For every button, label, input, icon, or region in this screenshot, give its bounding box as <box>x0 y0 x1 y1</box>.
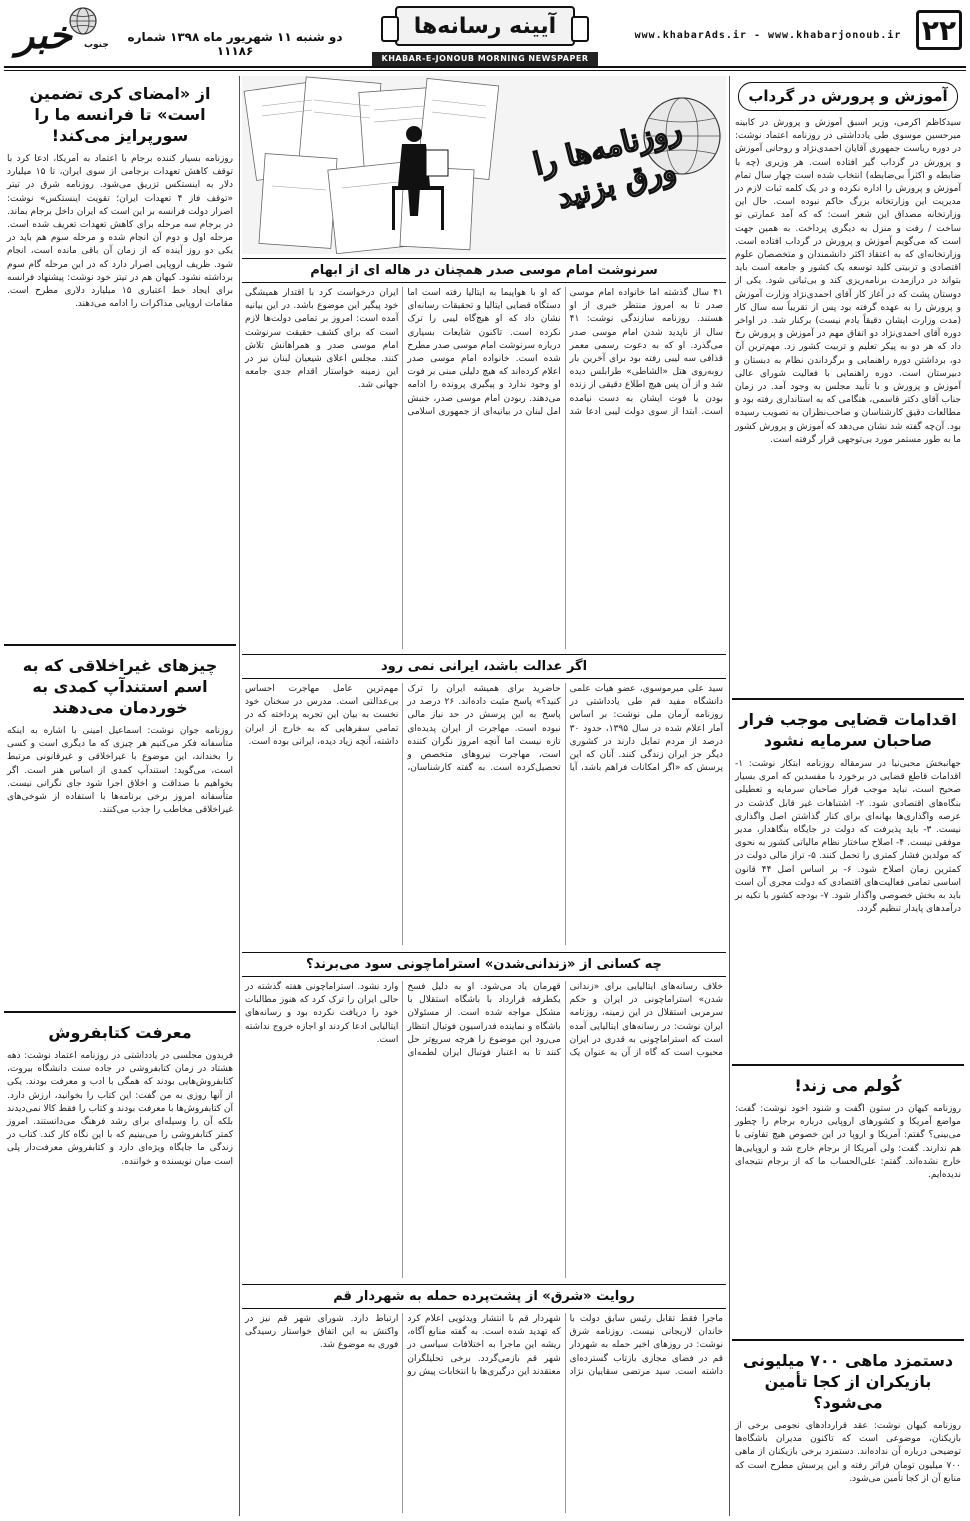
article-musa-sadr <box>242 258 726 653</box>
masthead <box>0 0 970 68</box>
article-stramaccioni <box>242 952 726 1282</box>
article-title[interactable]: اقدامات قضایی موجب فرار صاحبان سرمایه نشود <box>739 710 957 750</box>
article-title[interactable]: سرنوشت امام موسی صدر همچنان در هاله ای از ابهام <box>242 258 726 283</box>
article-body: ۴۱ سال گذشته اما خانواده امام موسی صدر تا به امروز منتظر خبری از او هستند. روزنامه سازندگی نوشت: ۴۱ سال از ناپدید شدن امام موسی صدر می‌گذرد. او که به دعوت رسمی معمر قذافی سه لیبی رفته بود برای آخرین بار روبه‌روی هتل «الشاطی» طرابلس دیده شد و از آن پس هیچ اطلاع دقیقی از زنده بودن یا فوت ایشان به دست نیامده است. ابتدا از سوی دولت لیبی ادعا شد که او با هواپیما به ایتالیا رفته است اما دستگاه قضایی ایتالیا و تحقیقات رسانه‌ای نشان داد که او هیچ‌گاه لیبی را ترک نکرده است. تاکنون شایعات بسیاری درباره سرنوشت امام موسی صدر مطرح شده است. خانواده امام موسی صدر اعلام کرده‌اند که هیچ دلیلی مبنی بر فوت او وجود ندارد و پیگیری پرونده را ادامه می‌دهند. ربودن امام موسی صدر، جنبش امل لبنان در بیانیه‌ای از جمهوری اسلامی ایران درخواست کرد با اقتدار همیشگی خود پیگیر این موضوع باشد. در این بیانیه آمده است: امروز بر تمامی دولت‌ها لازم است که برای کشف حقیقت سرنوشت امام موسی صدر و همراهانش تلاش کنند. مجلس اعلای شیعیان لبنان نیز در این زمینه خواستار اقدام جدی جامعه جهانی شد. <box>245 288 723 417</box>
article-qom-mayor <box>242 1284 726 1516</box>
article-title[interactable]: کُولم می زند! <box>794 1076 902 1095</box>
article-body: روزنامه کیهان نوشت: عقد قراردادهای نجومی برخی از بازیکنان، موضوعی است که تاکنون مدیران باشگاه‌ها توضیحی درباره آن نداده‌اند. دستمزد برخی بازیکنان از ماهی ۷۰۰ میلیون تومان فراتر رفته و این پرسش مطرح است که منابع آن از کجا تأمین می‌شود. <box>735 1421 961 1484</box>
english-banner: KHABAR-E-JONOUB MORNING NEWSPAPER <box>372 52 598 66</box>
dateline: دو شنبه ۱۱ شهریور ماه ۱۳۹۸ شماره ۱۱۱۸۶ <box>127 30 343 58</box>
left-column <box>4 76 236 1516</box>
article-title[interactable]: روایت «شرق» از پشت‌پرده حمله به شهردار قم <box>242 1284 726 1309</box>
logo-text: خبر <box>16 12 72 57</box>
page-number: ۲۲ <box>916 10 962 50</box>
header-rule <box>4 66 966 68</box>
article-body: روزنامه کیهان در ستون اگفت و شنود اخود نوشت: گفت: مواضع آمریکا و کشورهای اروپایی درباره برجام را چطور می‌بینی؟ گفتم: آمریکا و اروپا در این خصوص هیچ تفاوتی با هم ندارند. گفت: ولی آمریکا از برجام خارج شد و اروپایی‌ها خارج نشده‌اند. گفتم: علی‌الحساب ما که از برجام نتیجه‌ای ندیده‌ایم. <box>735 1104 961 1181</box>
article-body: روزنامه جوان نوشت: اسماعیل امینی با اشاره به اینکه متأسفانه فکر می‌کنیم هر چیزی که ما دیگری است و کسی را بخنداند، این موضوع با غیراخلاقی و غیرقانونی مرتبط است، می‌گوید: استندآپ کمدی از اساس هنر است. اگر بخواهیم با صداقت و اخلاق اجرا شود جای نگرانی نیست. متأسفانه امروز برخی برنامه‌ها با استفاده از شوخی‌های غیراخلاقی مخاطب را جذب می‌کنند. <box>7 726 233 816</box>
article-body: روزنامه بسیار کننده برجام با اعتماد به آمریکا، ادعا کرد با توقف کاهش تعهدات برجامی از سوی ایران، تا ۱۵ میلیارد دلار به اینستکس تزریق می‌شود. روزنامه شرق در تیتر «توقف فاز ۴ تعهدات ایران؛ تقویت اینستکس» نوشت: اصرار دولت فرانسه بر این است که ایران داخل برجام بماند. در برجام سه مرحله برای کاهش تعهدات تعریف شده است. مرحله اول و دوم آن انجام شده و مرحله سوم هم باید در یکی دو روز آینده که از زمان آن باقی مانده است، انجام شود. ظریف اروپایی اصرار دارد که در این مرحله گام سوم برداشته نشود. کیهان هم در تیتر خود نوشت: پیشنهاد فرانسه برای ایجاد خط اعتباری ۱۵ میلیارد دلاری مطرح است. مقامات اروپایی مذاکرات را ادامه می‌دهند. <box>7 154 233 310</box>
newspaper-logo <box>6 4 109 62</box>
logo-subtitle: جنوب <box>84 40 109 50</box>
article-title[interactable]: چه کسانی از «زندانی‌شدن» استراماچونی سود می‌برند؟ <box>242 952 726 977</box>
site-urls[interactable]: www.khabarAds.ir - www.khabarjonoub.ir <box>634 30 902 41</box>
header-rule-thin <box>4 70 966 71</box>
article-body: ماجرا فقط تقابل رئیس سابق دولت با خاندان لاریجانی نیست. روزنامه شرق نوشت: در روزهای اخیر حمله به شهردار قم در فضای مجازی بازتاب گسترده‌ای داشته است. سید مرتضی سقاییان نژاد شهردار قم با انتشار ویدئویی اعلام کرد که تهدید شده است. به گفته منابع آگاه، ریشه این ماجرا به اختلافات سیاسی در شهر قم بازمی‌گردد. برخی تحلیلگران معتقدند این درگیری‌ها با انتخابات پیش رو ارتباط دارد. شورای شهر قم نیز در واکنش به این اتفاق خواستار رسیدگی فوری به موضوع شد. <box>245 1314 723 1377</box>
article-title[interactable]: دستمزد ماهی ۷۰۰ میلیونی بازیکران از کجا تأمین می‌شود؟ <box>742 1351 954 1412</box>
hero-illustration <box>242 76 726 254</box>
article-body: خلاف رسانه‌های ایتالیایی برای «زندانی شدن» استراماچونی در ایران و حکم سرمربی استقلال در این زمینه، روزنامه ایران نوشت: در رسانه‌های ایتالیایی آمده است که استراماچونی به قدری در ایران محبوب است که گاه از آن به عنوان یک قهرمان یاد می‌شود. او به دلیل فسخ یکطرفه قرارداد با باشگاه استقلال با مشکل مواجه شده است. از مسئولان باشگاه و نماینده فدراسیون فوتبال انتظار می‌رود این موضوع را هرچه سریع‌تر حل کنند تا به اعتبار فوتبال ایران لطمه‌ای وارد نشود. استراماچونی هفته گذشته در حالی ایران را ترک کرد که هنوز مطالبات خود را دریافت نکرده بود و رسانه‌های ایتالیایی ادعا کردند او اجازه خروج نداشته است. <box>245 982 723 1059</box>
column-divider <box>729 76 730 1516</box>
divider <box>732 1339 964 1341</box>
divider <box>732 1064 964 1066</box>
article-body: فریدون مجلسی در یادداشتی در روزنامه اعتماد نوشت: دهه هشتاد در زمان کتابفروشی در جاده سنت دانشگاه بیروت، کتابفروش‌هایی بودند که همگی با ادب و معرفت بودند. یکی از آنها روزی به من گفت: این کتاب را بخوانید، ارزش دارد. آن کتابفروش‌ها با معرفت بودند و کتاب را فقط کالا نمی‌دیدند بلکه آن را وسیله‌ای برای رشد فرهنگ می‌دانستند. امروز کمتر کتابفروشی را می‌بینیم که با این نگاه کار کند. کتاب در زندگی ما جایگاه ویژه‌ای دارد و کتابفروش معرفت‌دار پلی است میان نویسنده و خواننده. <box>7 1051 233 1167</box>
divider <box>4 1011 236 1013</box>
right-column <box>732 76 964 1516</box>
center-area <box>242 76 726 1516</box>
divider <box>4 644 236 646</box>
article-title[interactable]: اگر عدالت باشد، ایرانی نمی رود <box>242 654 726 679</box>
article-body: جهانبخش محبی‌نیا در سرمقاله روزنامه ابتکار نوشت: ۱- اقدامات قاطع قضایی در برخورد با مفسدین که امری بسیار صحیح است، نباید موجب فرار صاحبان سرمایه و تعطیلی بنگاه‌های اقتصادی شود. ۲- اشتباهات غیر قابل گذشت در عرصه واگذاری‌ها بهانه‌ای برای کنار گذاشتن اصل واگذاری نیست. ۳- باید پذیرفت که دولت در جایگاه بنگاهدار، مدیر موفقی نیست. ۴- اصلاح ساختار نظام مالیاتی کشور به نحوی که مولدین فشار کمتری را تحمل کنند. ۵- تراز مالی دولت در کمترین زمان اصلاح شود. ۶- بر اساس اصل ۴۴ قانون اساسی تمامی فعالیت‌های اقتصادی که دولت مجری آن است باید به بخش خصوصی واگذار شود. ۷- بودجه کشور با تکیه بر درآمدهای پایدار تنظیم گردد. <box>735 759 962 915</box>
article-title[interactable]: آموزش و پرورش در گرداب <box>738 82 958 111</box>
hero-title-text: روزنامه‌ها را ورق بزنید <box>529 112 686 216</box>
article-title[interactable]: معرفت کتابفروش <box>48 1023 192 1042</box>
article-body: سید علی میرموسوی، عضو هیأت علمی دانشگاه مفید قم طی یادداشتی در روزنامه آرمان ملی نوشت: بر اساس آمار اعلام شده در سال ۱۳۹۵، حدود ۳۰ درصد از مردم تمایل دارند در کشوری دیگر جز ایران زندگی کنند. آنان که این پرسش که «اگر امکانات فراهم باشد، آیا حاضرید برای همیشه ایران را ترک کنید؟» پاسخ مثبت داده‌اند. ۲۶ درصد در پاسخ به این پرسش در حد نیاز مالی نبوده است. مهاجرت از ایران پدیده‌ای تازه نیست اما آنچه امروز نگران کننده است، مهاجرت نیروهای متخصص و تحصیل‌کرده است. به گفته کارشناسان، مهم‌ترین عامل مهاجرت احساس بی‌عدالتی است. مدرس در سخنان خود نخست به بیان این تجربه پرداخته که در تمامی سفرهایی که به خارج از ایران داشته، آنچه زیاد دیده، ایرانی بوده است. <box>245 684 723 774</box>
article-body: سیدکاظم اکرمی، وزیر اسبق آموزش و پرورش در کابینه میرحسین موسوی طی یادداشتی در روزنامه اعتماد نوشت: در دوره ریاست جمهوری آقایان احمدی‌نژاد و روحانی آموزش و پرورش در گرداب گیر افتاده است. هر وزیری (چه با ضابطه و اکثراً بی‌ضابطه) انتخاب شده است چهار سال تمام آموزش و پرورش را اداره نکرده و در یک کلمه ثبات لازم در مدیریت این وزارتخانه بزرگ حاکم نبوده است. حال این وزارتخانه مصداق این شعر است: که که آمد عمارتی نو ساخت / رفت و منزل به دیگری پرداخت. به همین جهت است که می‌گویم آموزش و پرورش در گرداب افتاده است. وزارتخانه‌ای که به اعتقاد اکثر دانشمندان و متخصصان علوم اقتصادی و تربیتی کلید توسعه یک کشور و جامعه است باید بتواند در درازمدت برنامه‌ریزی کند و بی‌ثباتی شود. یکی از دوستان پشت که در آغاز کار آقای احمدی‌نژاد وزارت آموزش و پرورش را به عهده گرفته بود پس از تقریباً سه سال کار (مدت وزارت ایشان دقیقاً یادم نیست) برکنار شد. در اواخر دوره آقای احمدی‌نژاد دو اتفاق مهم در آموزش و پرورش رخ داد که هر دو به پیکر تعلیم و تربیت کشور زد. مهم‌ترین آن دو، برداشتن دوره راهنمایی و برگرداندن نظام به دبستان و دبیرستان است. دوره راهنمایی با فعالیت شورای عالی آموزش و پرورش و با تأیید مجلس به وجود آمد. در زمان جناب آقای دکتر قاسمی، هنگامی که به استانداری رفته بود و مطالعات دقیق کارشناسان و صاحب‌نظران به تصویب رسیده بود. آن‌چه گفته شد نشان می‌دهد که آموزش و پرورش کشور ما به طور مستمر مورد بی‌توجهی قرار گرفته است. <box>735 118 961 445</box>
article-title[interactable]: چیزهای غیراخلاقی که به اسم استندآپ کمدی به خوردمان می‌دهند <box>22 656 218 717</box>
article-justice <box>242 654 726 949</box>
article-title[interactable]: از «امضای کری تضمین است» تا فرانسه ما را سورپرایز می‌کند! <box>29 84 211 145</box>
section-title: آیینه رسانه‌ها <box>395 6 575 46</box>
column-divider <box>239 76 240 1516</box>
divider <box>732 698 964 700</box>
